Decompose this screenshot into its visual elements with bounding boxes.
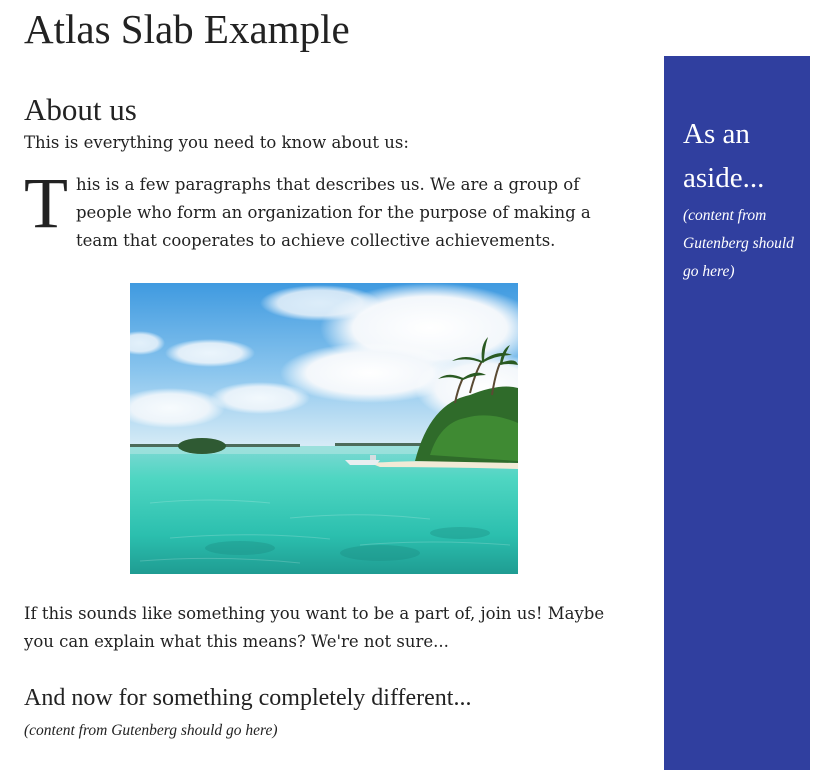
about-paragraph-text: his is a few paragraphs that describes us. We are a group of people who form an organization for the purpose of making a team that cooperates to achieve collective achievements. bbox=[75, 175, 591, 250]
about-heading: About us bbox=[24, 92, 137, 127]
aside-panel bbox=[664, 56, 810, 770]
gutenberg-note: (content from Gutenberg should go here) bbox=[24, 722, 278, 739]
drop-cap: T bbox=[24, 163, 68, 243]
about-intro: This is everything you need to know about us: bbox=[24, 133, 409, 152]
beach-image bbox=[130, 283, 518, 574]
join-paragraph: If this sounds like something you want to be a part of, join us! Maybe you can explain what this means? We're not sure... bbox=[24, 604, 605, 651]
beach-photo-illustration bbox=[130, 283, 518, 574]
different-heading: And now for something completely different... bbox=[24, 685, 472, 711]
main-content bbox=[24, 92, 624, 255]
aside-note: (content from Gutenberg should go here) bbox=[683, 207, 794, 280]
aside-title: As an aside... bbox=[683, 118, 765, 194]
about-paragraph bbox=[24, 163, 614, 255]
site-title: Atlas Slab Example bbox=[24, 6, 350, 52]
